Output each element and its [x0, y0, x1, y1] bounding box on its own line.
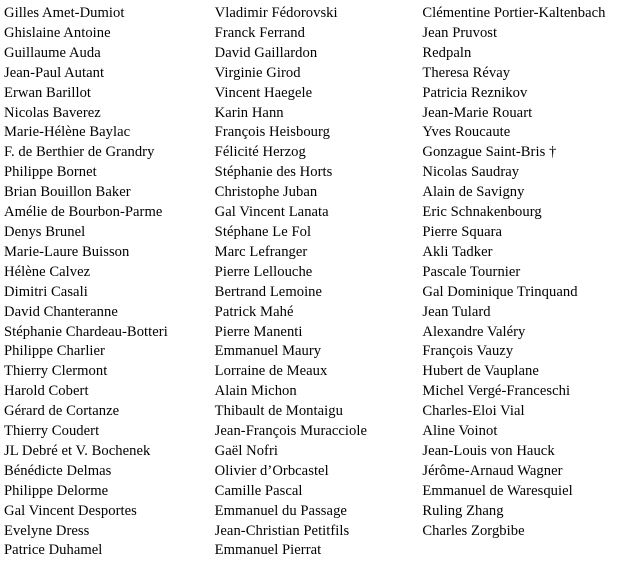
list-item: Bénédicte Delmas: [4, 462, 112, 479]
name-column-3: [422, 4, 640, 541]
list-item: Marie-Laure Buisson: [4, 243, 130, 260]
list-item: Emmanuel Pierrat: [214, 542, 322, 559]
list-item: Jean Pruvost: [422, 24, 498, 41]
list-item: Charles-Eloi Vial: [422, 403, 525, 420]
list-item: Thibault de Montaigu: [214, 403, 343, 420]
list-item: Thierry Clermont: [4, 363, 108, 380]
list-item: David Chanteranne: [4, 303, 118, 320]
list-item: F. de Berthier de Grandry: [4, 144, 155, 161]
list-item: Patrice Duhamel: [4, 542, 103, 559]
list-item: Charles Zorgbibe: [422, 522, 525, 539]
list-item: Vladimir Fédorovski: [214, 5, 338, 21]
list-item: Erwan Barillot: [4, 84, 92, 101]
list-item: Emmanuel de Waresquiel: [422, 482, 573, 499]
list-item: David Gaillardon: [214, 44, 318, 61]
list-item: Alain de Savigny: [422, 184, 525, 201]
list-item: Eric Schnakenbourg: [422, 204, 542, 221]
list-item: Amélie de Bourbon-Parme: [4, 204, 163, 221]
list-item: Virginie Girod: [214, 64, 301, 81]
list-item: Emmanuel du Passage: [214, 502, 347, 519]
list-item: Jean-Christian Petitfils: [214, 522, 350, 539]
list-item: Marc Lefranger: [214, 243, 308, 260]
list-item: Jean-Paul Autant: [4, 64, 105, 81]
list-item: Pierre Squara: [422, 223, 503, 240]
list-item: Ruling Zhang: [422, 502, 504, 519]
list-item: Yves Roucaute: [422, 124, 511, 141]
list-item: Nicolas Baverez: [4, 104, 101, 121]
list-item: Patricia Reznikov: [422, 84, 528, 101]
list-item: Ghislaine Antoine: [4, 24, 111, 41]
list-item: Redpaln: [422, 44, 472, 61]
list-item: Brian Bouillon Baker: [4, 184, 131, 201]
list-item: Gaël Nofri: [214, 442, 278, 459]
list-item: Hubert de Vauplane: [422, 363, 539, 380]
list-item: Vincent Haegele: [214, 84, 313, 101]
list-item: Pierre Lellouche: [214, 263, 313, 280]
list-item: Clémentine Portier-Kaltenbach: [422, 5, 606, 21]
list-item: Evelyne Dress: [4, 522, 90, 539]
list-item: Félicité Herzog: [214, 144, 306, 161]
list-item: Akli Tadker: [422, 243, 493, 260]
list-item: Karin Hann: [214, 104, 284, 121]
list-item: Lorraine de Meaux: [214, 363, 328, 380]
name-column-2: [215, 4, 423, 561]
list-item: Guillaume Auda: [4, 44, 101, 61]
list-item: Gérard de Cortanze: [4, 403, 120, 420]
list-item: Gal Vincent Lanata: [214, 204, 329, 221]
list-item: Olivier d’Orbcastel: [214, 462, 329, 479]
list-item: Michel Vergé-Franceschi: [422, 383, 571, 400]
list-item: François Vauzy: [422, 343, 514, 360]
list-item: Franck Ferrand: [214, 24, 305, 41]
list-item: Gal Vincent Desportes: [4, 502, 137, 519]
list-item: Patrick Mahé: [214, 303, 294, 320]
list-item: Thierry Coudert: [4, 423, 100, 440]
list-item: Jean-Louis von Hauck: [422, 442, 555, 459]
list-item: Stéphanie Chardeau-Botteri: [4, 323, 168, 340]
list-item: Philippe Bornet: [4, 164, 97, 181]
list-item: Pierre Manenti: [214, 323, 303, 340]
list-item: Stéphanie des Horts: [214, 164, 333, 181]
list-item: Harold Cobert: [4, 383, 89, 400]
list-item: Alain Michon: [214, 383, 297, 400]
name-column-1: [4, 4, 215, 561]
list-item: Gal Dominique Trinquand: [422, 283, 578, 300]
list-item: Pascale Tournier: [422, 263, 521, 280]
list-item: Philippe Delorme: [4, 482, 109, 499]
list-item: Denys Brunel: [4, 223, 86, 240]
list-item: Stéphane Le Fol: [214, 223, 312, 240]
list-item: Nicolas Saudray: [422, 164, 520, 181]
list-item: Philippe Charlier: [4, 343, 105, 360]
list-item: Emmanuel Maury: [214, 343, 322, 360]
list-item: Christophe Juban: [214, 184, 318, 201]
list-item: Jean-François Muracciole: [214, 423, 368, 440]
list-item: Bertrand Lemoine: [214, 283, 323, 300]
list-item: Camille Pascal: [214, 482, 303, 499]
list-item: Marie-Hélène Baylac: [4, 124, 131, 141]
list-item: Gonzague Saint-Bris †: [422, 144, 557, 161]
list-item: Jean-Marie Rouart: [422, 104, 533, 121]
list-item: Hélène Calvez: [4, 263, 91, 280]
list-item: JL Debré et V. Bochenek: [4, 442, 151, 459]
list-item: Jean Tulard: [422, 303, 491, 320]
list-item: François Heisbourg: [214, 124, 331, 141]
list-item: Jérôme-Arnaud Wagner: [422, 462, 563, 479]
list-item: Alexandre Valéry: [422, 323, 526, 340]
list-item: Aline Voinot: [422, 423, 498, 440]
list-item: Dimitri Casali: [4, 283, 88, 300]
list-item: Gilles Amet-Dumiot: [4, 5, 125, 21]
list-item: Theresa Révay: [422, 64, 511, 81]
